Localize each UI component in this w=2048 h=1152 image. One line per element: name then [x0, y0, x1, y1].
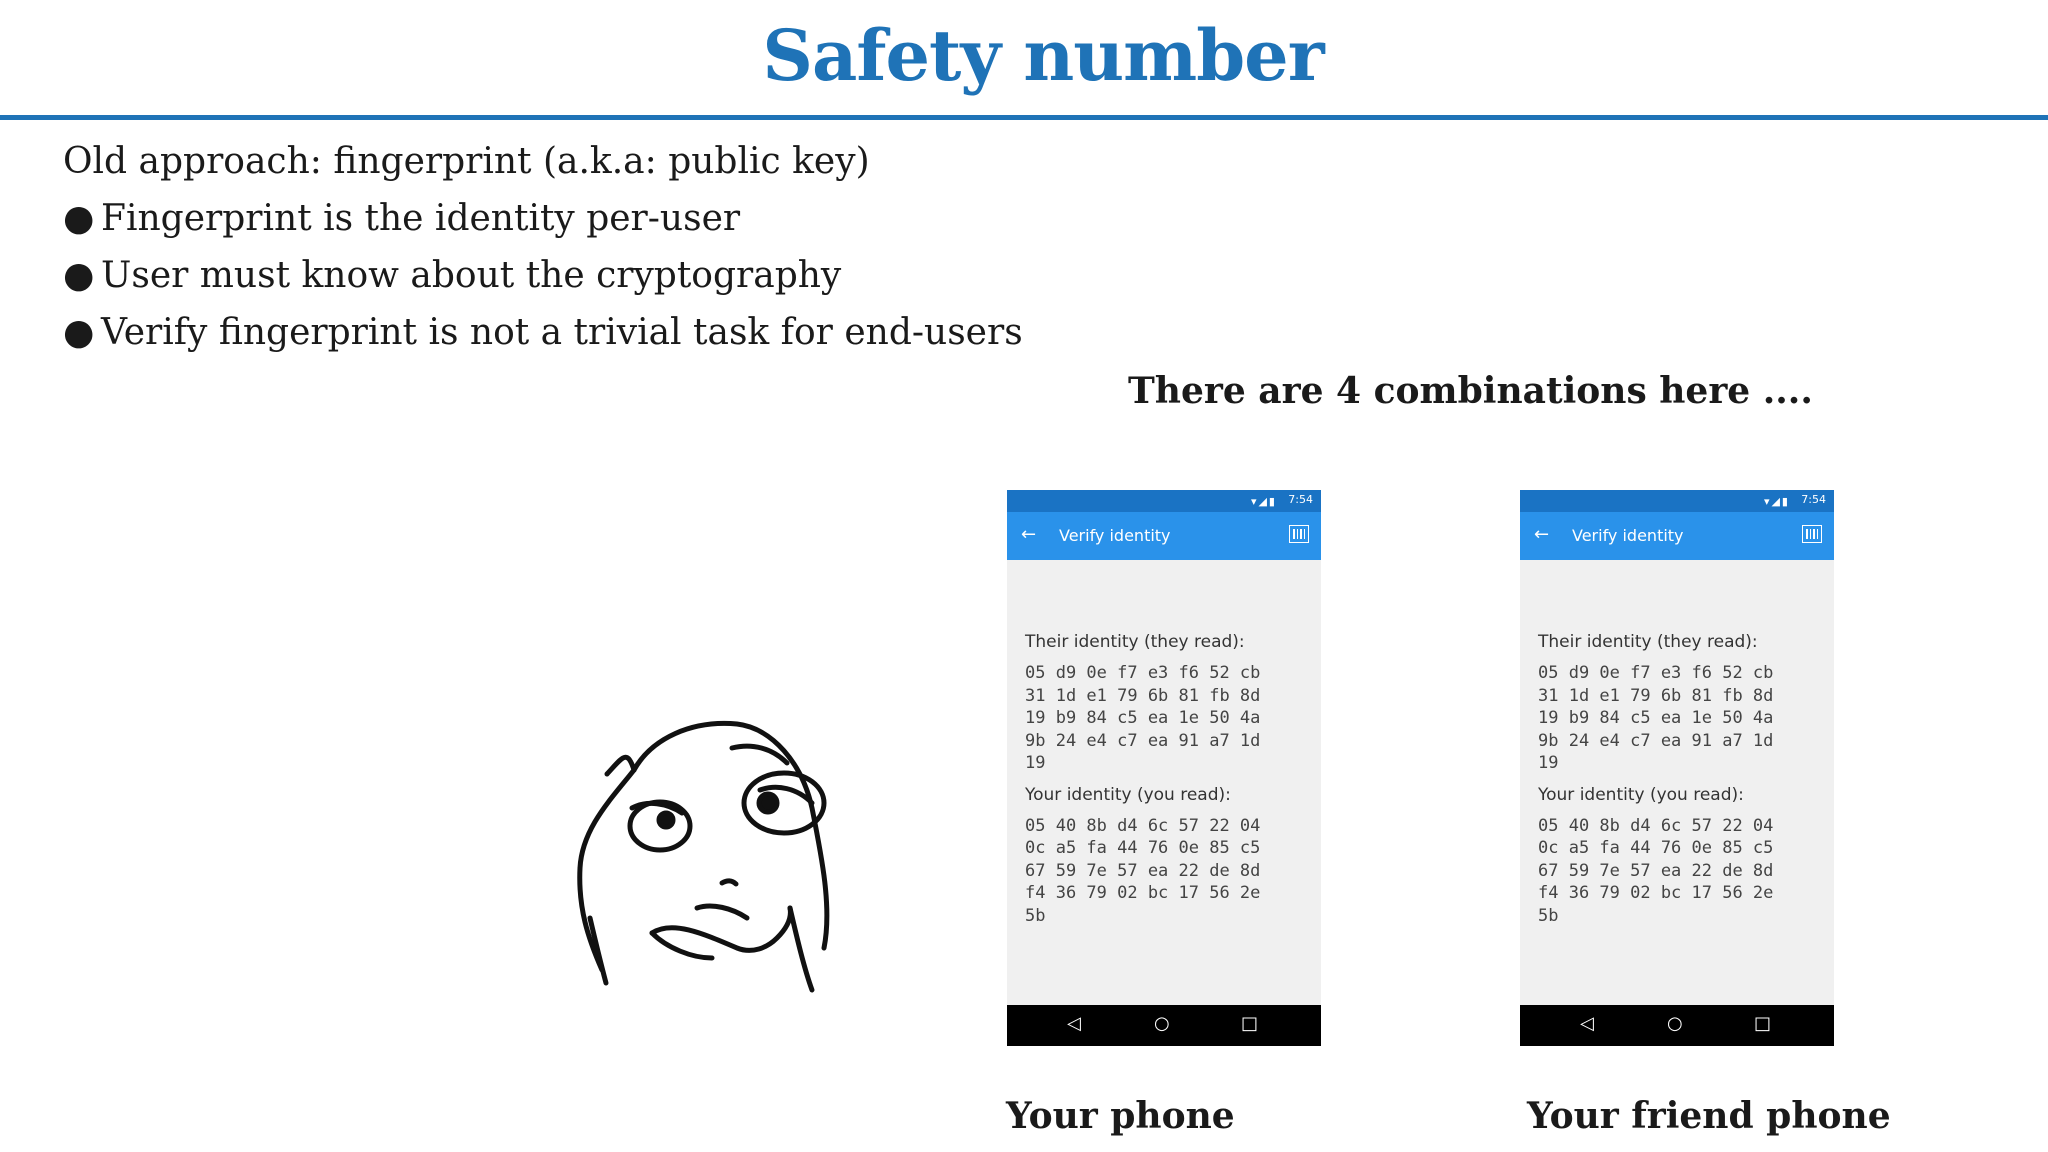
barcode-scan-icon[interactable] — [1289, 525, 1309, 543]
bullet-item — [63, 247, 1023, 304]
bullet-item — [63, 190, 1023, 247]
app-bar — [1520, 512, 1834, 560]
bullet-text: Fingerprint is the identity per-user — [101, 198, 741, 239]
their-identity-hex: 05 d9 0e f7 e3 f6 52 cb 31 1d e1 79 6b 81 fb 8d 19 b9 84 c5 ea 1e 50 4a 9b 24 e4 c7 ea 91 a7 1d 19 — [1025, 663, 1261, 773]
bullet-dot: ● — [63, 312, 95, 353]
your-phone-caption: Your phone — [1006, 1095, 1235, 1137]
app-bar-title: Verify identity — [1059, 526, 1171, 545]
your-identity-label: Your identity (you read): — [1025, 784, 1231, 805]
nav-back-icon[interactable]: ◁ — [1067, 1013, 1081, 1034]
android-nav-bar — [1007, 1005, 1321, 1046]
bullet-text: Verify fingerprint is not a trivial task for end-users — [101, 312, 1023, 353]
combinations-caption: There are 4 combinations here .... — [1128, 370, 1813, 412]
bullet-list — [63, 133, 1023, 361]
bullet-text: User must know about the cryptography — [101, 255, 842, 296]
bullet-item — [63, 304, 1023, 361]
status-bar — [1007, 490, 1321, 512]
nav-recent-icon[interactable]: □ — [1754, 1013, 1772, 1034]
your-identity-label: Your identity (you read): — [1538, 784, 1744, 805]
your-phone-screenshot — [1007, 490, 1321, 1046]
title-underline — [0, 115, 2048, 120]
nav-home-icon[interactable]: ○ — [1667, 1013, 1683, 1034]
their-identity-label: Their identity (they read): — [1538, 632, 1758, 652]
identity-content — [1025, 632, 1260, 937]
signal-battery-icon: ▾◢▮ — [1763, 495, 1790, 508]
app-bar-title: Verify identity — [1572, 526, 1684, 545]
friend-phone-screenshot — [1520, 490, 1834, 1046]
slide-title: Safety number — [762, 14, 1324, 97]
app-bar — [1007, 512, 1321, 560]
nav-recent-icon[interactable]: □ — [1241, 1013, 1259, 1034]
status-time: 7:54 — [1801, 493, 1826, 506]
android-nav-bar — [1520, 1005, 1834, 1046]
status-bar — [1520, 490, 1834, 512]
signal-battery-icon: ▾◢▮ — [1250, 495, 1277, 508]
status-time: 7:54 — [1288, 493, 1313, 506]
bullet-item — [63, 133, 1023, 190]
back-arrow-icon[interactable]: ← — [1534, 524, 1550, 545]
bullet-dot: ● — [63, 255, 95, 296]
your-identity-hex: 05 40 8b d4 6c 57 22 04 0c a5 fa 44 76 0e 85 c5 67 59 7e 57 ea 22 de 8d f4 36 79 02 bc 17 56 2e 5b — [1538, 815, 1774, 926]
bullet-text: Old approach: fingerprint (a.k.a: public key) — [63, 141, 870, 182]
thinking-face-illustration — [572, 708, 842, 998]
your-identity-hex: 05 40 8b d4 6c 57 22 04 0c a5 fa 44 76 0e 85 c5 67 59 7e 57 ea 22 de 8d f4 36 79 02 bc 17 56 2e 5b — [1025, 815, 1261, 926]
their-identity-hex: 05 d9 0e f7 e3 f6 52 cb 31 1d e1 79 6b 81 fb 8d 19 b9 84 c5 ea 1e 50 4a 9b 24 e4 c7 ea 91 a7 1d 19 — [1538, 663, 1774, 773]
nav-back-icon[interactable]: ◁ — [1580, 1013, 1594, 1034]
nav-home-icon[interactable]: ○ — [1154, 1013, 1170, 1034]
bullet-dot: ● — [63, 198, 95, 239]
identity-content — [1538, 632, 1773, 937]
back-arrow-icon[interactable]: ← — [1021, 524, 1037, 545]
friend-phone-caption: Your friend phone — [1527, 1095, 1891, 1137]
their-identity-label: Their identity (they read): — [1025, 632, 1245, 652]
barcode-scan-icon[interactable] — [1802, 525, 1822, 543]
